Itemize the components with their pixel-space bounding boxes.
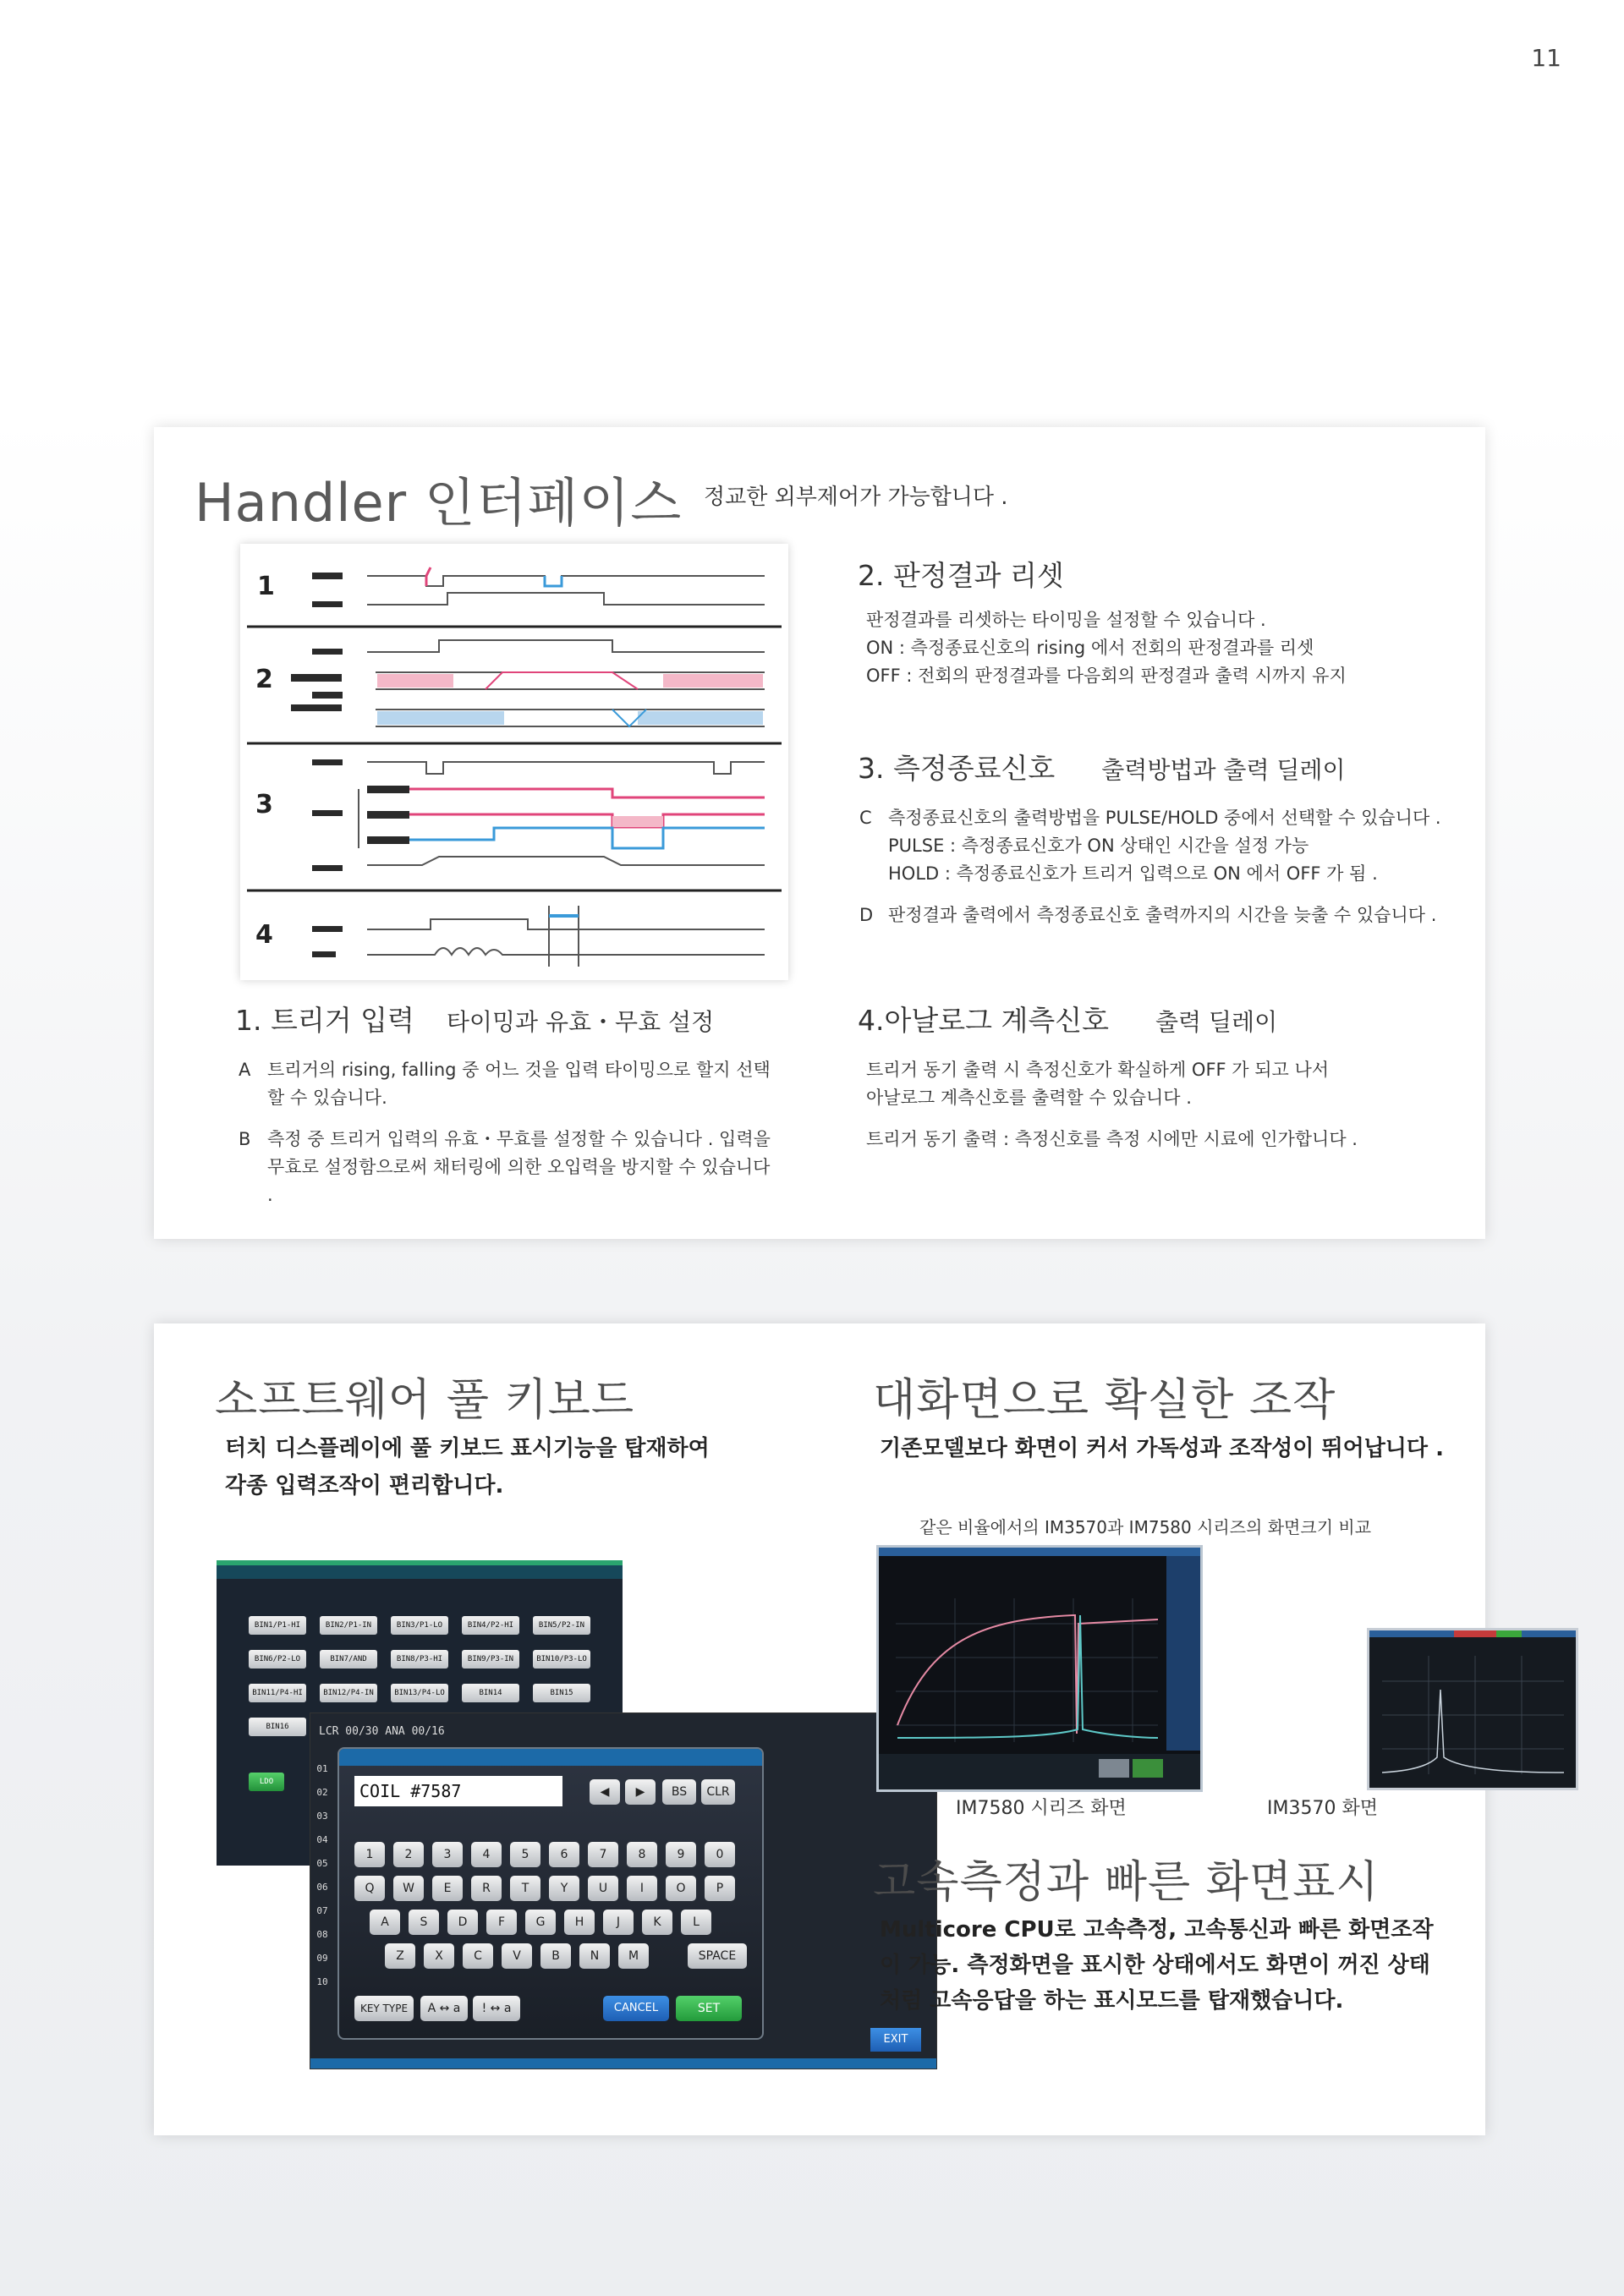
row-number: 07 [316, 1905, 328, 1916]
row-number: 01 [316, 1763, 328, 1774]
section-4-line-2: 아날로그 계측신호를 출력할 수 있습니다 . [866, 1088, 1192, 1108]
item-sub-2: HOLD : 측정종료신호가 트리거 입력으로 ON 에서 OFF 가 됨 . [888, 863, 1378, 884]
exit-button[interactable]: EXIT [870, 2028, 921, 2052]
key-s[interactable]: S [409, 1910, 439, 1935]
item-marker: C [859, 808, 872, 828]
key-n[interactable]: N [579, 1943, 610, 1969]
cancel-button[interactable]: CANCEL [603, 1996, 669, 2021]
bin-key: BIN6/P2-LO [249, 1650, 306, 1669]
section-1-title-main: 1. 트리거 입력 [235, 1004, 414, 1037]
key-a[interactable]: A [370, 1910, 400, 1935]
high-speed-lead [880, 1912, 1472, 2019]
caption-im7580: IM7580 시리즈 화면 [956, 1798, 1127, 1819]
key-6[interactable]: 6 [549, 1842, 579, 1867]
high-speed-title: 고속측정과 빠른 화면표시 [873, 1857, 1380, 1908]
row-number: 05 [316, 1858, 328, 1869]
key-q[interactable]: Q [354, 1876, 385, 1901]
key-b[interactable]: B [540, 1943, 571, 1969]
key-9[interactable]: 9 [666, 1842, 696, 1867]
section-4-title-main: 4.아날로그 계측신호 [858, 1004, 1109, 1037]
section-1-aside: 타이밍과 유효・무효 설정 [446, 1008, 715, 1036]
key-v[interactable]: V [502, 1943, 532, 1969]
section-4-title [858, 999, 1277, 1038]
key-3[interactable]: 3 [432, 1842, 463, 1867]
key-m[interactable]: M [618, 1943, 649, 1969]
section-4-body [866, 1056, 1441, 1153]
keyboard-lead [225, 1430, 817, 1504]
bin-key: BIN11/P4-HI [249, 1684, 306, 1702]
item-text: 트리거의 rising, falling 중 어느 것을 입력 타이밍으로 할지 선택할 수 있습니다. [267, 1060, 771, 1108]
im7580-plot [879, 1548, 1200, 1789]
item-marker: D [859, 905, 874, 925]
panel-header: LCR 00/30 ANA 00/16 [319, 1725, 445, 1738]
bin-key: BIN7/AND [320, 1650, 377, 1669]
bin-key: BIN5/P2-IN [533, 1616, 590, 1635]
handler-title: Handler 인터페이스 [195, 472, 683, 534]
bin-key: BIN12/P4-IN [320, 1684, 377, 1702]
row-numbers [310, 1757, 334, 1994]
row-number: 08 [316, 1929, 328, 1940]
key-type-button[interactable]: KEY TYPE [354, 1996, 414, 2021]
section-3-body [859, 804, 1451, 929]
timing-diagram-svg [240, 544, 788, 980]
bin-key: BIN16 [249, 1718, 306, 1736]
row-number: 09 [316, 1953, 328, 1964]
section-3-aside: 출력방법과 출력 딜레이 [1101, 756, 1346, 784]
key-t[interactable]: T [510, 1876, 540, 1901]
item-sub-1: PULSE : 측정종료신호가 ON 상태인 시간을 설정 가능 [888, 836, 1309, 856]
im7580-screenshot [876, 1545, 1203, 1792]
name-input[interactable]: COIL #7587 [354, 1776, 562, 1806]
item-text: 판정결과 출력에서 측정종료신호 출력까지의 시간을 늦출 수 있습니다 . [888, 905, 1437, 925]
section-2-body [866, 606, 1441, 690]
key-p[interactable]: P [705, 1876, 735, 1901]
handler-panel [154, 427, 1485, 1239]
key-0[interactable]: 0 [705, 1842, 735, 1867]
set-button[interactable]: SET [676, 1996, 742, 2021]
item-text: 측정종료신호의 출력방법을 PULSE/HOLD 중에서 선택할 수 있습니다 . [888, 808, 1441, 828]
cursor-left-key[interactable]: ◀ [590, 1779, 620, 1805]
keyboard-dialog-title-bar [339, 1749, 762, 1766]
keyboard-lead-2: 각종 입력조작이 편리합니다. [225, 1473, 504, 1499]
space-key[interactable]: SPACE [688, 1943, 747, 1969]
key-l[interactable]: L [681, 1910, 711, 1935]
handler-subtitle: 정교한 외부제어가 가능합니다 . [704, 485, 1008, 510]
bin-key: BIN15 [533, 1684, 590, 1702]
key-4[interactable]: 4 [471, 1842, 502, 1867]
bin-key: BIN13/P4-LO [391, 1684, 448, 1702]
keyboard-title: 소프트웨어 풀 키보드 [215, 1375, 635, 1426]
page-number: 11 [1531, 44, 1561, 72]
compare-caption: 같은 비율에서의 IM3570과 IM7580 시리즈의 화면크기 비교 [919, 1517, 1372, 1537]
key-z[interactable]: Z [385, 1943, 415, 1969]
diagram-num-2: 2 [255, 665, 273, 694]
im3570-plot [1369, 1630, 1576, 1788]
row-number: 03 [316, 1811, 328, 1822]
row-number: 02 [316, 1787, 328, 1798]
key-c[interactable]: C [463, 1943, 493, 1969]
bin-key: BIN1/P1-HI [249, 1616, 306, 1635]
section-3-title [858, 747, 1346, 786]
section-3-item-c [859, 804, 1451, 888]
section-2-line-3: OFF : 전회의 판정결과를 다음회의 판정결과 출력 시까지 유지 [866, 666, 1347, 686]
section-1-item-b [239, 1126, 780, 1209]
row-number: 06 [316, 1882, 328, 1893]
item-text: 측정 중 트리거 입력의 유효・무효를 설정할 수 있습니다 . 입력을 무효로 설정함으로써 채터링에 의한 오입력을 방지할 수 있습니다 . [267, 1129, 771, 1205]
diagram-num-4: 4 [255, 920, 273, 950]
cursor-right-key[interactable]: ▶ [625, 1779, 656, 1805]
row-number: 04 [316, 1834, 328, 1845]
section-2-line-1: 판정결과를 리셋하는 타이밍을 설정할 수 있습니다 . [866, 610, 1266, 630]
caption-im3570: IM3570 화면 [1267, 1798, 1378, 1819]
section-2-title: 2. 판정결과 리셋 [858, 559, 1064, 592]
key-j[interactable]: J [603, 1910, 634, 1935]
bin-key: BIN3/P1-LO [391, 1616, 448, 1635]
key-o[interactable]: O [666, 1876, 696, 1901]
key-u[interactable]: U [588, 1876, 618, 1901]
diagram-num-1: 1 [257, 572, 275, 601]
key-5[interactable]: 5 [510, 1842, 540, 1867]
diagram-num-3: 3 [255, 790, 273, 819]
row-number: 10 [316, 1976, 328, 1987]
key-x[interactable]: X [424, 1943, 454, 1969]
section-1-body [239, 1056, 780, 1209]
bin-key: BIN10/P3-LO [533, 1650, 590, 1669]
key-8[interactable]: 8 [627, 1842, 657, 1867]
high-speed-lead-1: Multicore CPU로 고속측정, 고속통신과 빠른 화면조작 [880, 1917, 1434, 1943]
ldo-key: LDO [249, 1773, 284, 1791]
section-4-line-1: 트리거 동기 출력 시 측정신호가 확실하게 OFF 가 되고 나서 [866, 1060, 1330, 1080]
bin-key: BIN4/P2-HI [462, 1616, 519, 1635]
high-speed-lead-3: 처럼 고속응답을 하는 표시모드를 탑재했습니다. [880, 1988, 1344, 2014]
key-i[interactable]: I [627, 1876, 657, 1901]
keyboard-dialog [337, 1747, 764, 2040]
key-e[interactable]: E [432, 1876, 463, 1901]
bin-key: BIN14 [462, 1684, 519, 1702]
timing-diagram [240, 544, 788, 980]
keyboard-lead-1: 터치 디스플레이에 풀 키보드 표시기능을 탑재하여 [225, 1436, 710, 1461]
section-3-item-d [859, 901, 1451, 929]
keyboard-screenshot [310, 1712, 937, 2069]
section-1-title [235, 999, 714, 1038]
key-r[interactable]: R [471, 1876, 502, 1901]
clear-key[interactable]: CLR [701, 1779, 735, 1805]
large-screen-lead: 기존모델보다 화면이 커서 가독성과 조작성이 뛰어납니다 . [880, 1436, 1444, 1461]
item-marker: A [239, 1060, 251, 1080]
features-panel [154, 1323, 1485, 2135]
status-bar [310, 2058, 936, 2069]
key-d[interactable]: D [447, 1910, 478, 1935]
key-g[interactable]: G [525, 1910, 556, 1935]
key-7[interactable]: 7 [588, 1842, 618, 1867]
section-2-line-2: ON : 측정종료신호의 rising 에서 전회의 판정결과를 리셋 [866, 638, 1314, 658]
key-2[interactable]: 2 [393, 1842, 424, 1867]
bin-key: BIN9/P3-IN [462, 1650, 519, 1669]
key-1[interactable]: 1 [354, 1842, 385, 1867]
key-k[interactable]: K [642, 1910, 672, 1935]
key-f[interactable]: F [486, 1910, 517, 1935]
bin-key: BIN8/P3-HI [391, 1650, 448, 1669]
high-speed-lead-2: 이 가능. 측정화면을 표시한 상태에서도 화면이 꺼진 상태 [880, 1953, 1430, 1978]
key-w[interactable]: W [393, 1876, 424, 1901]
backspace-key[interactable]: BS [662, 1779, 696, 1805]
screenshot-title-bar [217, 1565, 623, 1579]
section-4-aside: 출력 딜레이 [1155, 1008, 1278, 1036]
section-1-item-a [239, 1056, 780, 1112]
section-4-line-3: 트리거 동기 출력 : 측정신호를 측정 시에만 시료에 인가합니다 . [866, 1129, 1358, 1149]
im3570-screenshot [1367, 1628, 1578, 1790]
large-screen-title: 대화면으로 확실한 조작 [873, 1375, 1336, 1426]
section-3-title-main: 3. 측정종료신호 [858, 752, 1056, 785]
key-y[interactable]: Y [549, 1876, 579, 1901]
case-toggle-key[interactable]: A ↔ a [420, 1996, 468, 2021]
item-marker: B [239, 1129, 251, 1149]
symbol-toggle-key[interactable]: ! ↔ a [473, 1996, 520, 2021]
key-h[interactable]: H [564, 1910, 595, 1935]
bin-key: BIN2/P1-IN [320, 1616, 377, 1635]
